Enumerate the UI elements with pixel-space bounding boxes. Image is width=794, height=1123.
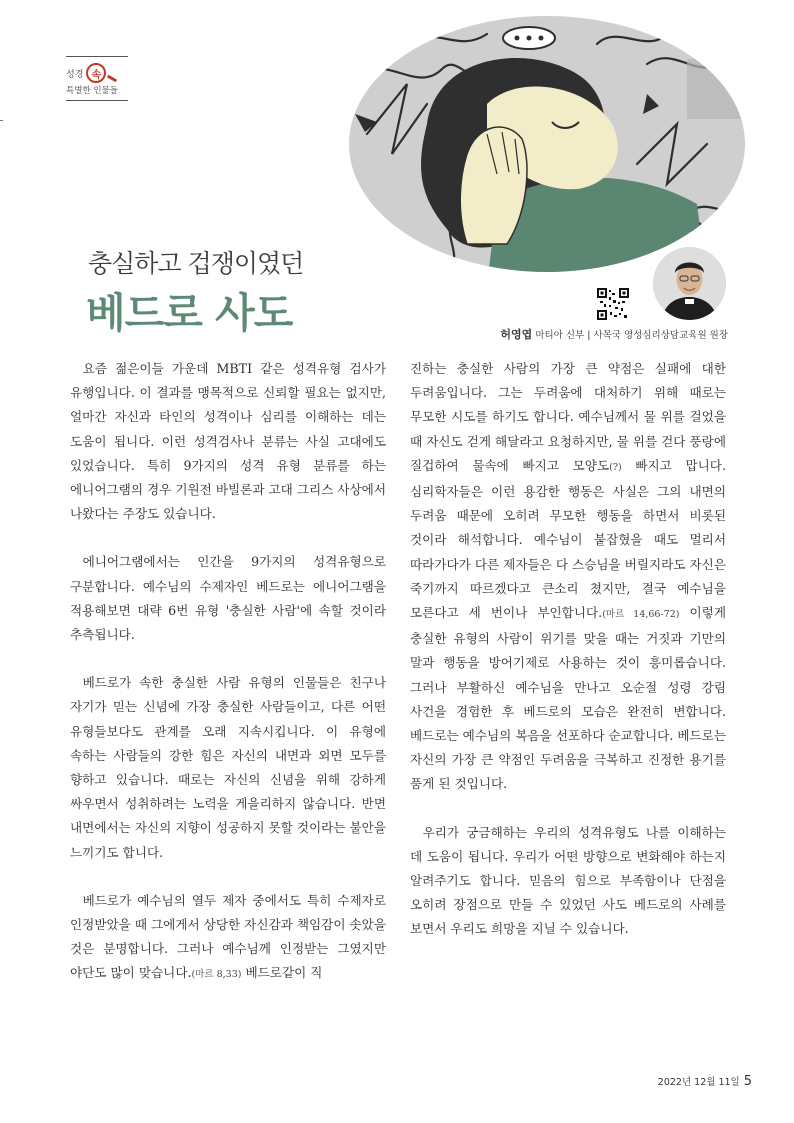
header-illustration: [347, 14, 747, 284]
series-badge: [66, 56, 128, 101]
crop-mark: [0, 120, 3, 121]
body-column-right: [410, 357, 726, 966]
badge-line2: 특별한 인물들: [66, 86, 118, 96]
magnifier-icon: 속: [86, 63, 106, 83]
paragraph: 베드로가 예수님의 열두 제자 중에서도 특히 수제자로 인정받았을 때 그에게서 상당한 자신감과 책임감이 솟았을 것은 분명합니다. 그러나 예수님께 인정받는 그였지만 야단도 많이 맞습니다.(마르 8,33) 베드로같이 직: [70, 892, 386, 981]
paragraph: 베드로가 속한 충실한 사람 유형의 인물들은 친구나 자기가 믿는 신념에 가장 충실한 사람들이고, 다른 어떤 유형들보다도 관계를 오래 지속시킵니다. 이 유형에 속하는 사람들의 강한 힘은 자신의 내면과 외면 모두를 향하고 있습니다. 때로는 자신의 신념을 위해 강하게 싸우면서 성취하려는 노력을 게을리하지 않습니다. 반면 내면에서는 자신의 지향이 성공하지 못할 것이라는 불안을 느끼기도 합니다.: [70, 675, 386, 860]
page-footer: [658, 1074, 752, 1089]
issue-date: 2022년 12월 11일: [657, 1077, 740, 1088]
article-subtitle: 충실하고 겁쟁이였던: [88, 249, 304, 278]
scripture-reference: (?): [609, 461, 622, 473]
paragraph: 에니어그램에서는 인간을 9가지의 성격유형으로 구분합니다. 예수님의 수제자인 베드로는 에니어그램을 적용해보면 대략 6번 유형 '충실한 사람'에 속할 것이라 추측됩니다.: [70, 554, 386, 643]
texture-patch: [687, 59, 742, 119]
scripture-reference: (마르 8,33): [191, 969, 242, 981]
badge-line1: 성경: [66, 69, 84, 80]
speech-bubble-icon: [503, 27, 555, 49]
magnifier-handle: [107, 74, 117, 82]
qr-code-icon[interactable]: [597, 288, 629, 320]
paragraph: 진하는 충실한 사람의 가장 큰 약점은 실패에 대한 두려움입니다. 그는 두려움에 대처하기 위해 때로는 무모한 시도를 하기도 합니다. 예수님께서 물 위를 걸었을 때 자신도 걷게 해달라고 요청하지만, 물 위를 걷다 풍랑에 질겁하여 물속에 빠지고 모양도(?) 빠지고 맙니다. 심리학자들은 이런 용감한 행동은 사실은 그의 내면의 두려움 때문에 오히려 무모한 행동을 하면서 비롯된 것이라 해석합니다. 예수님이 붙잡혔을 때도 멀리서 따라가다가 다른 제자들은 다 스승님을 버릴지라도 자신은 죽기까지 따르겠다고 큰소리 쳤지만, 결국 예수님을 모른다고 세 번이나 부인합니다.(마르 14,66-72) 이렇게 충실한 유형의 사람이 위기를 맞을 때는 거짓과 기만의 말과 행동을 방어기제로 사용하는 것이 흥미롭습니다. 그러나 부활하신 예수님을 만나고 오순절 성령 강림 사건을 경험한 후 베드로의 모습은 완전히 변합니다. 베드로는 예수님의 복음을 선포하다 순교합니다. 베드로는 자신의 가장 큰 약점인 두려움을 극복하고 진정한 용기를 품게 된 것입니다.: [410, 361, 726, 792]
paragraph: 요즘 젊은이들 가운데 MBTI 같은 성격유형 검사가 유행입니다. 이 결과를 맹목적으로 신뢰할 필요는 없지만, 얼마간 자신과 타인의 성격이나 심리를 이해하는 데는 도움이 됩니다. 이런 성격검사나 분류는 사실 고대에도 있었습니다. 특히 9가지의 성격 유형 분류를 하는 에니어그램의 경우 기원전 바빌론과 고대 그리스 사상에서 나왔다는 주장도 있습니다.: [70, 361, 386, 522]
body-column-left: [70, 357, 386, 1012]
badge-rule-top: [66, 56, 128, 57]
badge-rule-bottom: [66, 100, 128, 101]
author-portrait: [653, 247, 726, 320]
page-number: 5: [743, 1074, 752, 1089]
author-name: 허영엽: [500, 328, 533, 341]
author-role: 마티아 신부 | 사목국 영성심리상담교육원 원장: [532, 330, 728, 341]
scripture-reference: (마르 14,66-72): [602, 609, 680, 621]
author-byline: [500, 326, 728, 342]
paragraph: 우리가 궁금해하는 우리의 성격유형도 나를 이해하는 데 도움이 됩니다. 우리가 어떤 방향으로 변화해야 하는지 알려주기도 합니다. 믿음의 힘으로 부족함이나 단점을 오히려 장점으로 만들 수 있었던 사도 베드로의 사례를 보면서 우리도 희망을 지닐 수 있습니다.: [410, 824, 726, 937]
article-title: 베드로 사도: [86, 289, 293, 337]
